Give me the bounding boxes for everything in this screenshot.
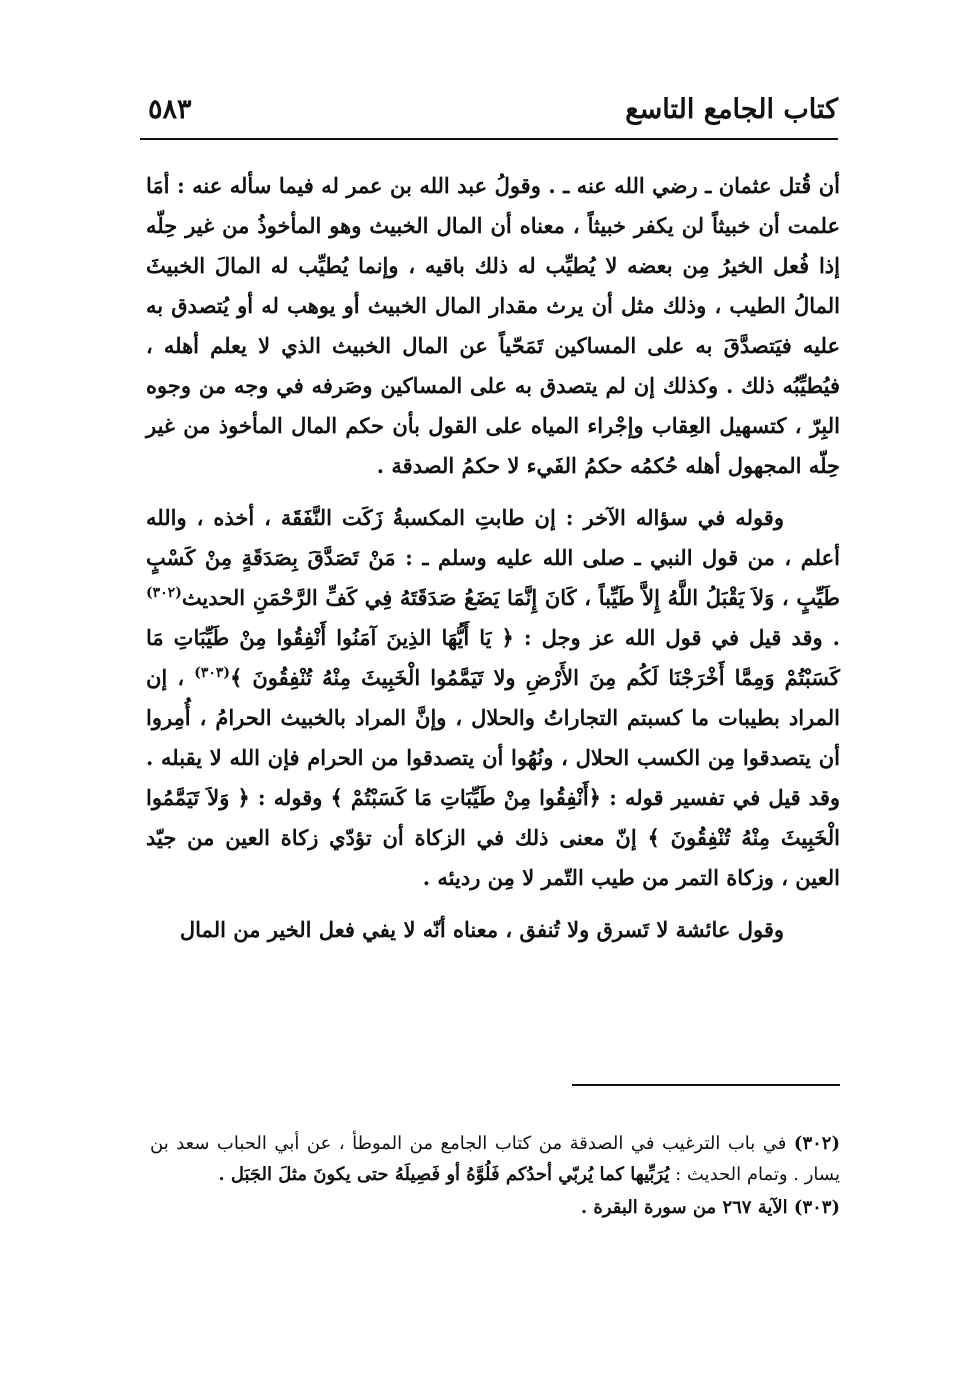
footnote-divider <box>572 1084 840 1086</box>
footnote-ref-303: (٣٠٣) <box>194 665 230 681</box>
quran-verse-3: ﴿ وَلاَ تَيَمَّمُوا الْخَبِيثَ مِنْهُ تُنْفِقُونَ ﴾ <box>146 785 840 850</box>
paragraph-1: أن قُتل عثمان ـ رضي الله عنه ـ . وقولُ عبد الله بن عمر له فيما سأله عنه : أمَا علمت أن خبيثاً لن يكفر خبيثاً ، معناه أن المال الخبيث وهو المأخوذُ من غير حِلّه إذا فُعل الخيرُ مِن بعضه لا يُطيِّب له ذلك باقيه ، وإنما يُطيِّب له المالَ الخبيثَ المالُ الطيب ، وذلك مثل أن يرث مقدار المال الخبيث أو يوهب له أو يُتصدق به عليه فيَتصدَّقَ به على المساكين تَمَحّياً عن المال الخبيث الذي لا يعلم أهله ، فيُطيِّبُه ذلك . وكذلك إن لم يتصدق به على المساكين وصَرفه في وجه من وجوه البِرّ ، كتسهيل العِقاب وإجْراء المياه على القول بأن حكم المال المأخوذ من غير حِلّه المجهول أهله حُكمُه حكمُ الفَيء لا حكمُ الصدقة . <box>146 173 840 478</box>
footnote-hadith: يُرَبِّيها كما يُربّي أحدُكم فَلُوَّهُ أو فَصِيلَهُ حتى يكونَ مثلَ الجَبَل . <box>218 1164 670 1185</box>
paragraph-2-text-d: ، إن المراد بطيبات ما كسبتم التجاراتُ والحلال ، وإنَّ المراد بالخبيث الحرامُ ، أُمِروا أن يتصدقوا مِن الكسب الحلال ، ونُهُوا أن يتصدقوا من الحرام فإن الله لا يقبله . وقد قيل في تفسير قوله : <box>146 665 841 810</box>
footnote-ref-302: (٣٠٢) <box>146 585 182 601</box>
paragraph-2-text-c: . وقد قيل في قول الله عز وجل : <box>513 625 840 650</box>
paragraph-2-text-e: وقوله : <box>249 785 331 810</box>
footnote-302 <box>150 1128 840 1190</box>
main-text <box>146 166 840 950</box>
paragraph-2 <box>146 498 840 898</box>
footnote-number: (٣٠٣) <box>793 1197 840 1218</box>
footnote-number: (٣٠٢) <box>793 1133 840 1154</box>
running-title: كتاب الجامع التاسع <box>625 94 838 125</box>
hadith-label: الحديث <box>181 585 253 610</box>
hadith-quote: مَنْ تَصَدَّقَ بِصَدَقَةٍ مِنْ كَسْبٍ طَيِّبٍ ، وَلاَ يَقْبَلُ اللَّهُ إِلاَّ طَيِّباً ، كَانَ إِنَّمَا يَضَعُ صَدَقَتَهُ فِي كَفِّ الرَّحْمَنِ <box>146 545 840 610</box>
footnote-text: في باب الترغيب في الصدقة من كتاب الجامع من الموطأ ، عن أبي الحباب سعد بن يسار . وتمام الحديث : <box>150 1133 840 1185</box>
paragraph-2-text-f: إنّ معنى ذلك في الزكاة أن تؤدّي زكاة العين من جيّد العين ، وزكاة التمر من طيب التّمر لا مِن رديئه . <box>146 825 840 890</box>
footnote-text: الآية ٢٦٧ من سورة البقرة . <box>580 1197 794 1218</box>
footnotes <box>150 1128 840 1223</box>
paragraph-3: وقول عائشة لا تَسرق ولا تُنفق ، معناه أنّه لا يفي فعل الخير من المال <box>179 917 784 942</box>
page-header <box>140 92 838 140</box>
page-number: ٥٨٣ <box>148 94 192 125</box>
paragraph-2-intro: وقوله في سؤاله الآخر : إن طابتِ المكسبةُ زَكَت النَّفَقَة ، أخذه ، والله أعلم ، من قول النبي ـ صلى الله عليه وسلم ـ : <box>146 505 840 570</box>
quran-verse: ﴿ يَا أَيُّهَا الذِينَ آمَنُوا أَنْفِقُوا مِنْ طَيِّبَاتِ مَا كَسَبْتُمْ وَمِمَّا أَخْرَجْنَا لَكُم مِنَ الأَرْضِ ولا تَيَمَّمُوا الْخَبِيثَ مِنْهُ تُنْفِقُونَ ﴾ <box>146 625 841 690</box>
quran-verse-2: ﴿أَنْفِقُوا مِنْ طَيِّبَاتِ مَا كَسَبْتُمْ ﴾ <box>330 785 601 810</box>
footnote-303 <box>150 1192 840 1223</box>
